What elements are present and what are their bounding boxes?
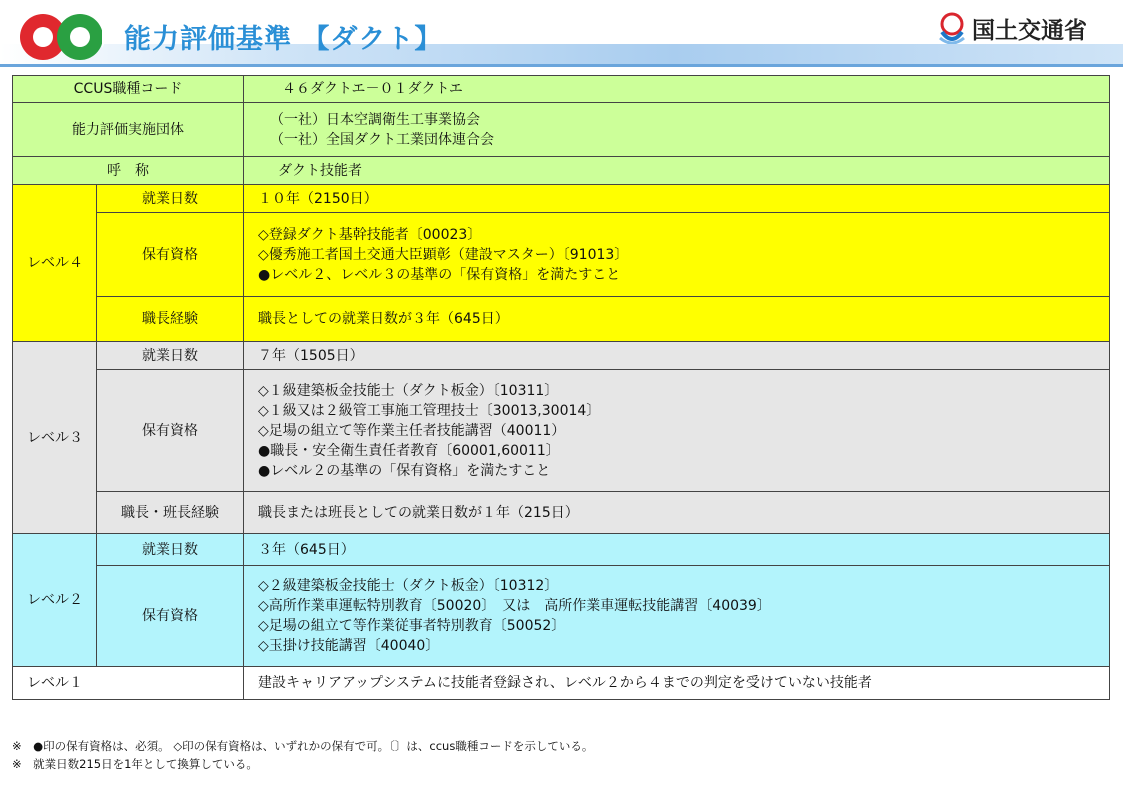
level2-qual-list [244, 566, 1110, 667]
level3-days-label: 就業日数 [97, 342, 244, 370]
evaluation-criteria-table [12, 75, 1110, 700]
qual-item: ●レベル２、レベル３の基準の「保有資格」を満たすこと [258, 266, 621, 283]
level1-value: 建設キャリアアップシステムに技能者登録され、レベル２から４までの判定を受けていない技能者 [244, 667, 1110, 700]
level2-days-value: ３年（645日） [244, 534, 1110, 566]
code-value: ４６ダクトエ－０１ダクトエ [244, 76, 1110, 103]
name-label: 呼 称 [13, 157, 244, 185]
level3-qual-list [244, 370, 1110, 492]
qual-item: ◇高所作業車運転特別教育〔50020〕 又は 高所作業車運転技能講習〔40039〕 [258, 598, 771, 614]
ministry-emblem-icon [938, 12, 966, 44]
level4-qual-list [244, 213, 1110, 297]
level3-exp-row [13, 492, 1110, 534]
org-row [13, 103, 1110, 157]
code-row [13, 76, 1110, 103]
qual-item: ◇玉掛け技能講習〔40040〕 [258, 638, 440, 654]
footnotes [12, 737, 593, 773]
qual-item: ●職長・安全衛生責任者教育〔60001,60011〕 [258, 442, 560, 459]
qual-item: ●レベル２の基準の「保有資格」を満たすこと [258, 462, 551, 479]
ministry-name: 国土交通省 [972, 17, 1087, 44]
level3-qual-row [13, 370, 1110, 492]
level3-qual-label: 保有資格 [97, 370, 244, 492]
org-label: 能力評価実施団体 [13, 103, 244, 157]
level2-days-label: 就業日数 [97, 534, 244, 566]
level3-exp-label: 職長・班長経験 [97, 492, 244, 534]
level4-exp-row [13, 297, 1110, 342]
qual-item: ◇１級又は２級管工事施工管理技士〔30013,30014〕 [258, 402, 601, 419]
level4-qual-row [13, 213, 1110, 297]
name-row [13, 157, 1110, 185]
qual-item: ◇登録ダクト基幹技能者〔00023〕 [258, 226, 482, 243]
header-rule [0, 64, 1123, 67]
level2-label: レベル２ [13, 534, 97, 667]
level4-exp-value: 職長としての就業日数が３年（645日） [244, 297, 1110, 342]
level2-days-row [13, 534, 1110, 566]
level1-row [13, 667, 1110, 700]
footnote: ※ 就業日数215日を1年として換算している。 [12, 757, 258, 771]
level4-days-label: 就業日数 [97, 185, 244, 213]
level4-exp-label: 職長経験 [97, 297, 244, 342]
page-header [0, 0, 1123, 70]
qual-item: ◇１級建築板金技能士（ダクト板金）〔10311〕 [258, 382, 559, 399]
level4-label: レベル４ [13, 185, 97, 342]
code-label: CCUS職種コード [13, 76, 244, 103]
level3-label: レベル３ [13, 342, 97, 534]
level1-label: レベル１ [13, 667, 244, 700]
footnote: ※ ●印の保有資格は、必須。 ◇印の保有資格は、いずれかの保有で可。〔〕は、ccus職種コードを示している。 [12, 739, 594, 753]
org-line: （一社）日本空調衛生工事業協会 [270, 111, 480, 128]
level4-qual-label: 保有資格 [97, 213, 244, 297]
org-line: （一社）全国ダクト工業団体連合会 [270, 131, 494, 148]
org-value [244, 103, 1110, 157]
level3-exp-value: 職長または班長としての就業日数が１年（215日） [244, 492, 1110, 534]
level4-days-value: １０年（2150日） [244, 185, 1110, 213]
qual-item: ◇２級建築板金技能士（ダクト板金）〔10312〕 [258, 578, 559, 594]
level2-qual-label: 保有資格 [97, 566, 244, 667]
level4-days-row [13, 185, 1110, 213]
page-title: 能力評価基準 【ダクト】 [124, 24, 443, 55]
level3-days-value: ７年（1505日） [244, 342, 1110, 370]
level3-days-row [13, 342, 1110, 370]
qual-item: ◇優秀施工者国土交通大臣顕彰（建設マスター）〔91013〕 [258, 246, 629, 263]
up-logo-icon [18, 12, 110, 62]
qual-item: ◇足場の組立て等作業従事者特別教育〔50052〕 [258, 618, 566, 634]
ministry-brand [938, 10, 1087, 46]
level2-qual-row [13, 566, 1110, 667]
name-value: ダクト技能者 [244, 157, 1110, 185]
qual-item: ◇足場の組立て等作業主任者技能講習（40011） [258, 422, 566, 439]
